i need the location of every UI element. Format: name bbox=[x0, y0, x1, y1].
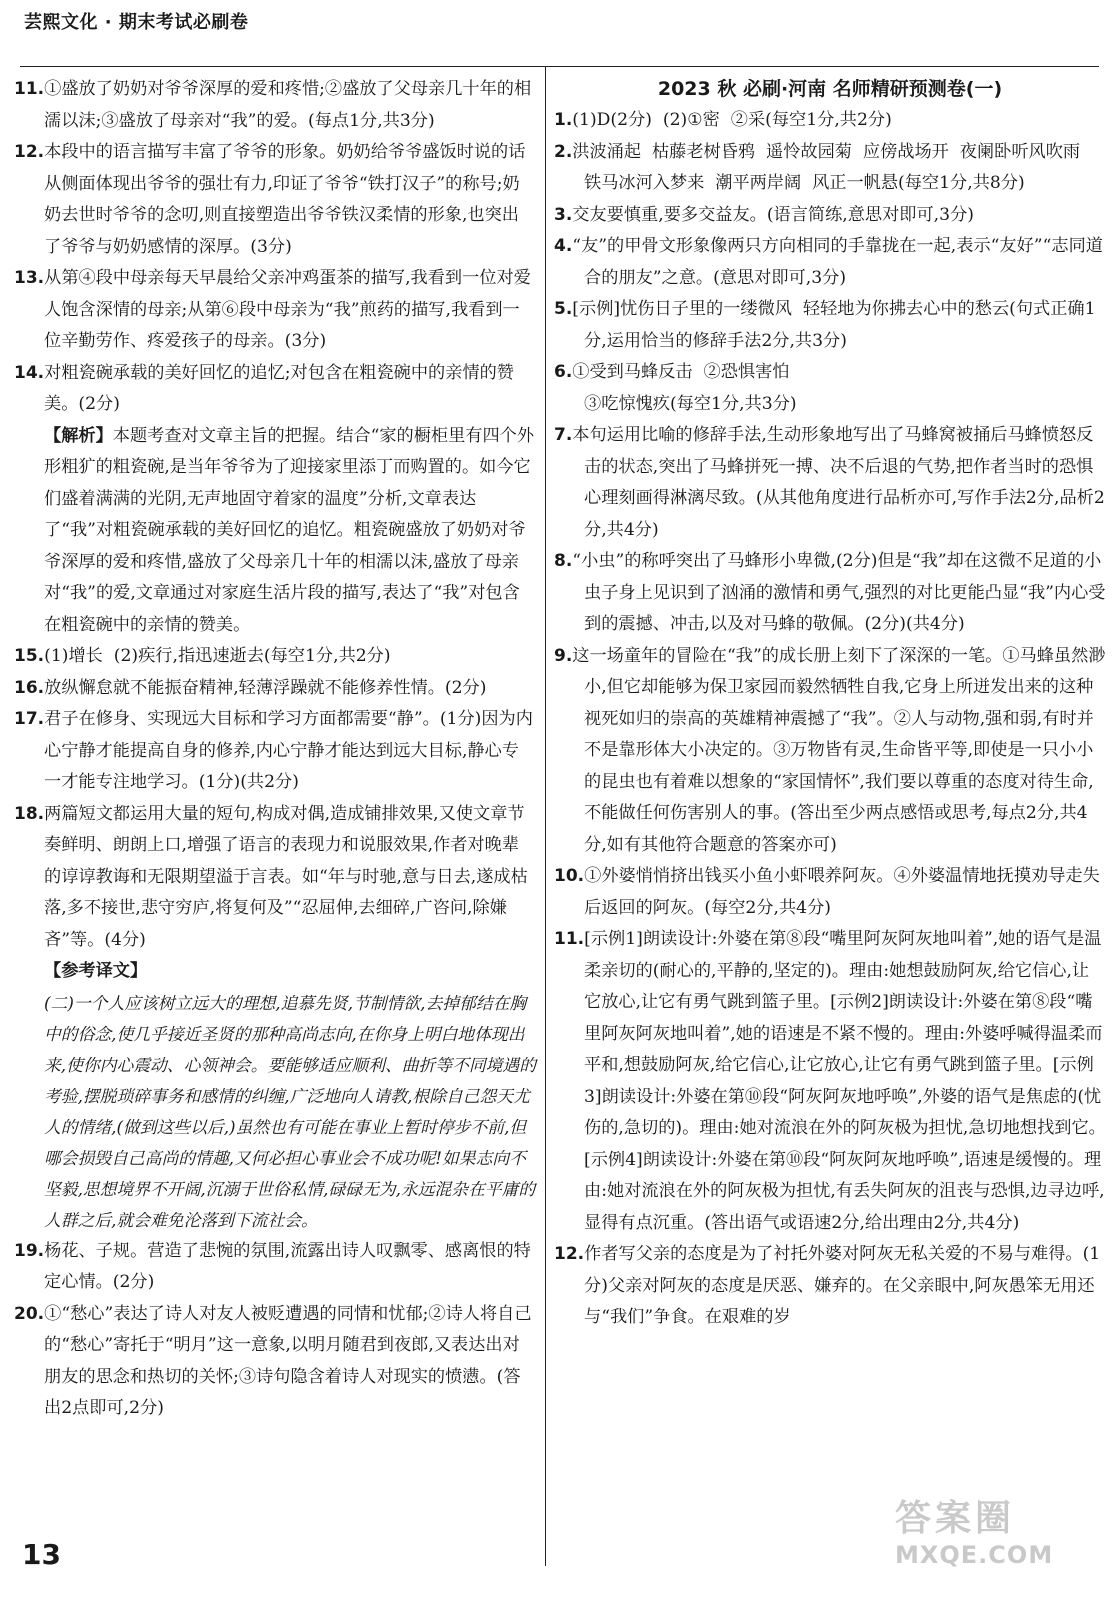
answer-r7: 7.本句运用比喻的修辞手法,生动形象地写出了马蜂窝被捅后马蜂愤怒反击的状态,突出了马蜂拼死一搏、决不后退的气势,把作者当时的恐惧心理刻画得淋漓尽致。(从其他角度进行品析亦可,写作手法2分,品析2分,共4分) bbox=[554, 425, 1105, 540]
page-number: 13 bbox=[22, 1538, 61, 1571]
answer-11: 11.①盛放了奶奶对爷爷深厚的爱和疼惜;②盛放了父母亲几十年的相濡以沫;③盛放了母亲对“我”的爱。(每点1分,共3分) bbox=[14, 79, 532, 131]
right-column bbox=[554, 74, 1106, 1334]
answer-r11: 11.[示例1]朗读设计:外婆在第⑧段“嘴里阿灰阿灰地叫着”,她的语气是温柔亲切的(耐心的,平静的,坚定的)。理由:她想鼓励阿灰,给它信心,让它放心,让它有勇气跳到篮子里。[示例2]朗读设计:外婆在第⑧段“嘴里阿灰阿灰地叫着”,她的语速是不紧不慢的。理由:外婆呼喊得温柔而平和,想鼓励阿灰,给它信心,让它放心,让它有勇气跳到篮子里。[示例3]朗读设计:外婆在第⑩段“阿灰阿灰地呼唤”,外婆的语气是焦虑的(忧伤的,急切的)。理由:她对流浪在外的阿灰极为担忧,急切地想找到它。[示例4]朗读设计:外婆在第⑩段“阿灰阿灰地呼唤”,语速是缓慢的。理由:她对流浪在外的阿灰极为担忧,有丢失阿灰的沮丧与恐惧,边寻边呼,显得有点沉重。(答出语气或语速2分,给出理由2分,共4分) bbox=[554, 929, 1106, 1233]
watermark-cn: 答案圈 bbox=[895, 1498, 1016, 1539]
answer-14: 14.对粗瓷碗承载的美好回忆的追忆;对包含在粗瓷碗中的亲情的赞美。(2分) bbox=[14, 362, 514, 414]
answer-r12: 12.作者写父亲的态度是为了衬托外婆对阿灰无私关爱的不易与难得。(1分)父亲对阿灰的态度是厌恶、嫌弃的。在父亲眼中,阿灰愚笨无用还与“我们”争食。在艰难的岁 bbox=[554, 1244, 1101, 1327]
book-series-title: 芸熙文化 · 期末考试必刷卷 bbox=[24, 12, 249, 33]
answer-19: 19.杨花、子规。营造了悲惋的氛围,流露出诗人叹飘零、感离恨的特定心情。(2分) bbox=[14, 1240, 531, 1292]
answer-r2: 2.洪波涌起 枯藤老树昏鸦 遥怜故园菊 应傍战场开 夜阑卧听风吹雨 铁马冰河入梦来 潮平两岸阔 风正一帆悬(每空1分,共8分) bbox=[554, 141, 1092, 193]
paper-title: 2023 秋 必刷·河南 名师精研预测卷(一) bbox=[657, 78, 1003, 100]
answer-r6-cont: ③吃惊愧疚(每空1分,共3分) bbox=[584, 393, 797, 414]
analysis-block: 【解析】本题考查对文章主旨的把握。结合“家的橱柜里有四个外形粗犷的粗瓷碗,是当年爷爷为了迎接家里添丁而购置的。如今它们盛着满满的光阴,无声地固守着家的温度”分析,文章表达了“我”对粗瓷碗承载的美好回忆的追忆。粗瓷碗盛放了奶奶对爷爷深厚的爱和疼惜,盛放了父母亲几十年的相濡以沫,盛放了母亲对“我”的爱,文章通过对家庭生活片段的描写,表达了“我”对包含在粗瓷碗中的亲情的赞美。 bbox=[44, 425, 535, 635]
left-column bbox=[14, 74, 536, 1425]
header-rule bbox=[20, 66, 1099, 67]
answer-13: 13.从第④段中母亲每天早晨给父亲冲鸡蛋茶的描写,我看到一位对爱人饱含深情的母亲;从第⑥段中母亲为“我”煎药的描写,我看到一位辛勤劳作、疼爱孩子的母亲。(3分) bbox=[14, 268, 531, 351]
answer-r8: 8.“小虫”的称呼突出了马蜂形小卑微,(2分)但是“我”却在这微不足道的小虫子身上见识到了汹涌的激情和勇气,强烈的对比更能凸显“我”内心受到的震撼、冲击,以及对马蜂的敬佩。(2分)(共4分) bbox=[554, 551, 1106, 634]
watermark-en: MXQE.COM bbox=[895, 1541, 1054, 1569]
answer-r9: 9.这一场童年的冒险在“我”的成长册上刻下了深深的一笔。①马蜂虽然渺小,但它却能够为保卫家园而毅然牺牲自我,它身上所迸发出来的这种视死如归的崇高的英雄精神震撼了“我”。②人与动物,强和弱,有时并不是靠形体大小决定的。③万物皆有灵,生命皆平等,即使是一只小小的昆虫也有着难以想象的“家国情怀”,我们要以尊重的态度对待生命,不能做任何伤害别人的事。(答出至少两点感悟或思考,每点2分,共4分,如有其他符合题意的答案亦可) bbox=[554, 645, 1106, 855]
answer-12: 12.本段中的语言描写丰富了爷爷的形象。奶奶给爷爷盛饭时说的话从侧面体现出爷爷的强壮有力,印证了爷爷“铁打汉子”的称号;奶奶去世时爷爷的念叨,则直接塑造出爷爷铁汉柔情的形象,也突出了爷爷与奶奶感情的深厚。(3分) bbox=[14, 142, 526, 257]
answer-17: 17.君子在修身、实现远大目标和学习方面都需要“静”。(1分)因为内心宁静才能提高自身的修养,内心宁静才能达到远大目标,静心专一才能专注地学习。(1分)(共2分) bbox=[14, 709, 533, 792]
column-divider bbox=[545, 66, 546, 1566]
answer-r5: 5.[示例]忧伤日子里的一缕微风 轻轻地为你拂去心中的愁云(句式正确1分,运用恰当的修辞手法2分,共3分) bbox=[554, 299, 1096, 351]
answer-18: 18.两篇短文都运用大量的短句,构成对偶,造成铺排效果,又使文章节奏鲜明、朗朗上口,增强了语言的表现力和说服效果,作者对晚辈的谆谆教诲和无限期望溢于言表。如“年与时驰,意与日去,遂成枯落,多不接世,悲守穷庐,将复何及”“忍屈伸,去细碎,广咨问,除嫌吝”等。(4分) bbox=[14, 803, 528, 950]
translation-text: (二)一个人应该树立远大的理想,追慕先贤,节制情欲,去掉郁结在胸中的俗念,使几乎接近圣贤的那种高尚志向,在你身上明白地体现出来,使你内心震动、心领神会。要能够适应顺利、曲折等不同境遇的考验,摆脱琐碎事务和感情的纠缠,广泛地向人请教,根除自己怨天尤人的情绪,(做到这些以后,)虽然也有可能在事业上暂时停步不前,但哪会损毁自己高尚的情趣,又何必担心事业会不成功呢!如果志向不坚毅,思想境界不开阔,沉溺于世俗私情,碌碌无为,永远混杂在平庸的人群之后,就会难免沦落到下流社会。 bbox=[44, 992, 536, 1230]
answer-r3: 3.交友要慎重,要多交益友。(语言简练,意思对即可,3分) bbox=[554, 204, 974, 225]
translation-heading: 【参考译文】 bbox=[44, 961, 148, 981]
answer-r10: 10.①外婆悄悄挤出钱买小鱼小虾喂养阿灰。④外婆温情地抚摸劝导走失后返回的阿灰。(每空2分,共4分) bbox=[554, 866, 1100, 918]
watermark-logo bbox=[895, 1490, 1095, 1590]
answer-r6: 6.①受到马蜂反击 ②恐惧害怕 bbox=[554, 362, 790, 382]
answer-20: 20.①“愁心”表达了诗人对友人被贬遭遇的同情和忧郁;②诗人将自己的“愁心”寄托于“明月”这一意象,以明月随君到夜郎,又表达出对朋友的思念和热切的关怀;③诗句隐含着诗人对现实的愤懑。(答出2点即可,2分) bbox=[14, 1303, 532, 1418]
answer-r1: 1.(1)D(2分) (2)①密 ②采(每空1分,共2分) bbox=[554, 110, 892, 130]
answer-r4: 4.“友”的甲骨文形象像两只方向相同的手靠拢在一起,表示“友好”“志同道合的朋友”之意。(意思对即可,3分) bbox=[554, 236, 1103, 288]
answer-15: 15.(1)增长 (2)疾行,指迅速逝去(每空1分,共2分) bbox=[14, 646, 391, 666]
answer-16: 16.放纵懈怠就不能振奋精神,轻薄浮躁就不能修养性情。(2分) bbox=[14, 677, 487, 698]
